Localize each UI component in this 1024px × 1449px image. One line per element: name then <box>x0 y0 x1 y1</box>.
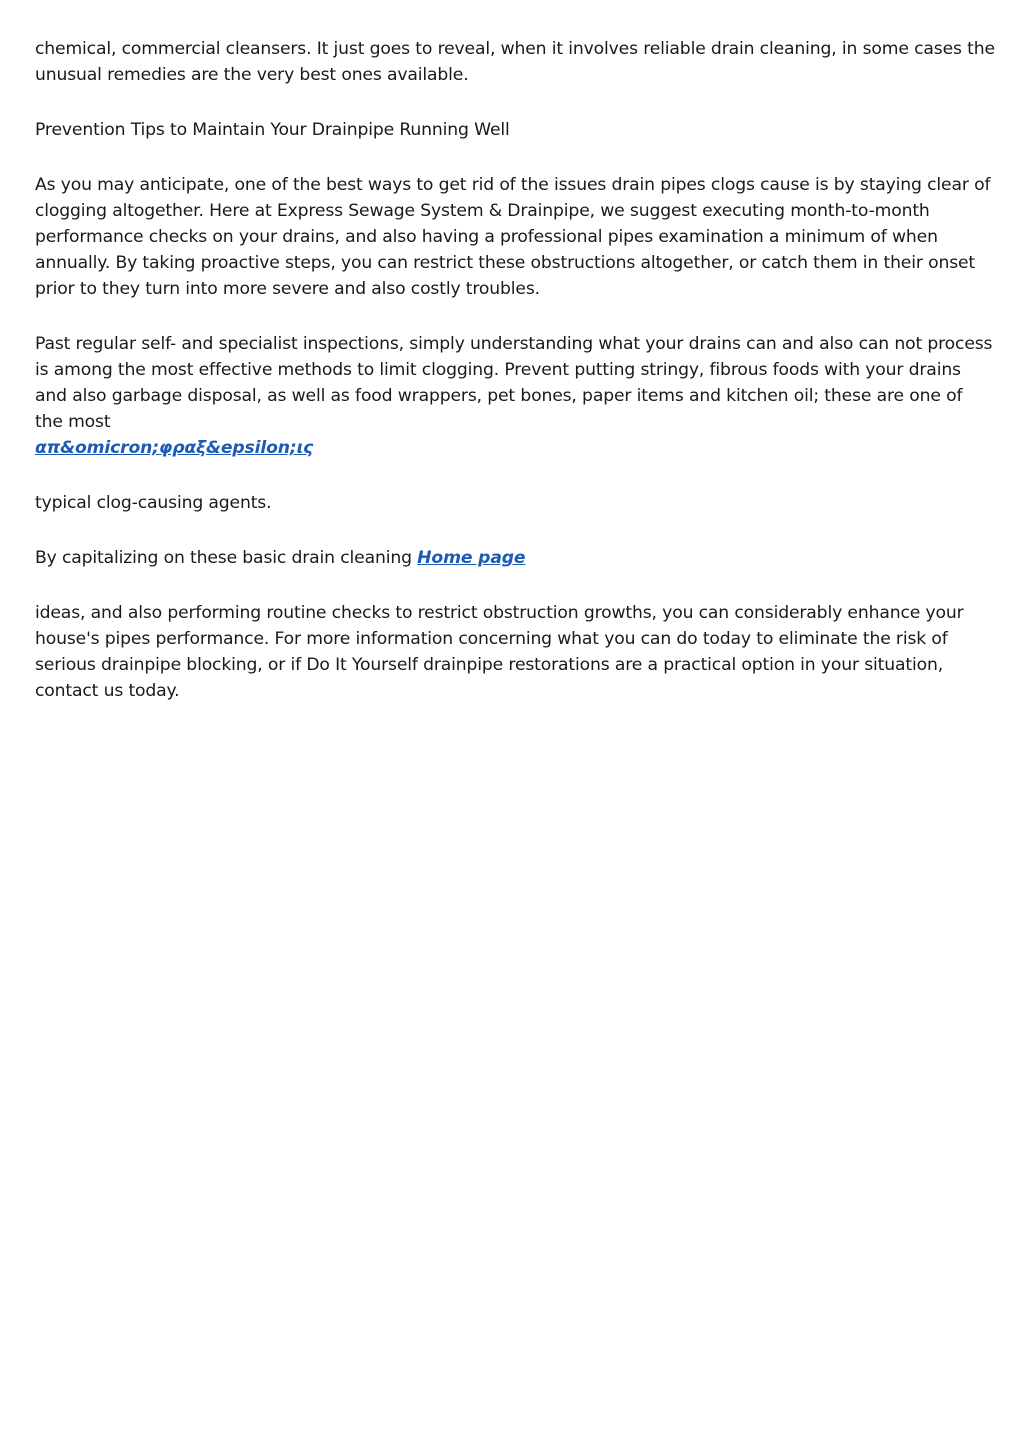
paragraph-closing: ideas, and also performing routine checks to restrict obstruction growths, you can considerably enhance your house's pipes performance. For more information concerning what you can do today to eliminate the risk of serious drainpipe blocking, or if Do It Yourself drainpipe restorations are a practical option in your situation, contact us today. <box>35 603 964 701</box>
greek-link[interactable]: απ&omicron;φραξ&epsilon;ις <box>35 438 314 458</box>
paragraph-capitalizing <box>35 545 995 571</box>
document-body <box>35 36 995 733</box>
section-heading: Prevention Tips to Maintain Your Drainpipe Running Well <box>35 120 510 140</box>
paragraph-prevention: As you may anticipate, one of the best ways to get rid of the issues drain pipes clogs cause is by staying clear of clogging altogether. Here at Express Sewage System & Drainpipe, we suggest executing month-to-month performance checks on your drains, and also having a professional pipes examination a minimum of when annually. By taking proactive steps, you can restrict these obstructions altogether, or catch them in their onset prior to they turn into more severe and also costly troubles. <box>35 175 991 299</box>
paragraph-capitalizing-text: By capitalizing on these basic drain cleaning <box>35 548 412 568</box>
paragraph-inspections-text: Past regular self- and specialist inspections, simply understanding what your drains can and also can not process is among the most effective methods to limit clogging. Prevent putting stringy, fibrous foods with your drains and also garbage disposal, as well as food wrappers, pet bones, paper items and kitchen oil; these are one of the most <box>35 334 993 432</box>
paragraph-intro: chemical, commercial cleansers. It just goes to reveal, when it involves reliable drain cleaning, in some cases the unusual remedies are the very best ones available. <box>35 39 995 85</box>
home-page-link[interactable]: Home page <box>417 548 526 568</box>
paragraph-inspections <box>35 331 995 461</box>
paragraph-agents: typical clog-causing agents. <box>35 493 272 513</box>
